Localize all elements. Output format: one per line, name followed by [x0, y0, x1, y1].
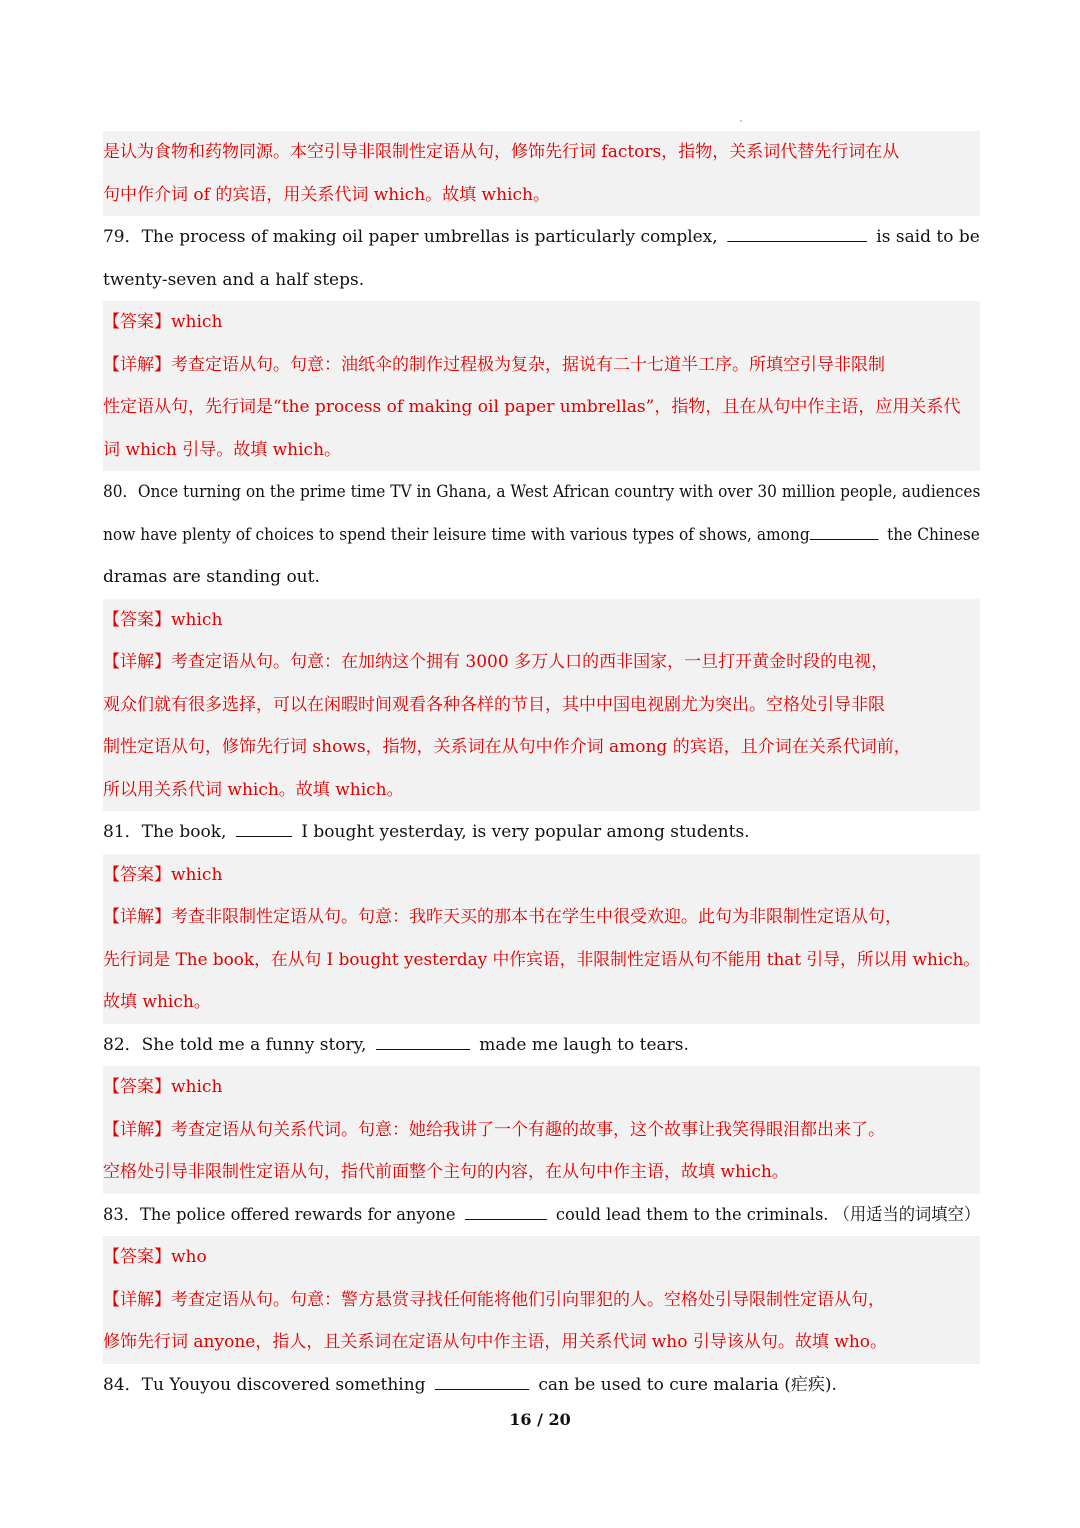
- answer-line: 【答案】who: [103, 1247, 207, 1267]
- answer-block-81: [103, 854, 980, 1024]
- question-text: 83．The police offered rewards for anyone: [103, 1204, 456, 1225]
- answer-block-83: [103, 1236, 980, 1364]
- explanation-line: 【详解】考查定语从句。句意：油纸伞的制作过程极为复杂，据说有二十七道半工序。所填空引导非限制: [103, 354, 885, 375]
- explanation-line: 故填 which。: [103, 992, 211, 1012]
- explanation-line: 【详解】考查定语从句关系代词。句意：她给我讲了一个有趣的故事，这个故事让我笑得眼泪都出来了。: [103, 1119, 885, 1140]
- question-text: now have plenty of choices to spend their leisure time with various types of shows, among: [103, 524, 810, 545]
- question-text: made me laugh to tears.: [479, 1034, 689, 1055]
- scan-speck: [740, 120, 742, 122]
- explanation-line: 修饰先行词 anyone，指人，且关系词在定语从句中作主语，用关系代词 who 引导该从句。故填 who。: [103, 1332, 888, 1352]
- explanation-line: 【详解】考查定语从句。句意：在加纳这个拥有 3000 多万人口的西非国家，一旦打开黄金时段的电视，: [103, 652, 889, 672]
- explanation-block-78: [103, 131, 980, 216]
- question-note: （用适当的词填空）: [833, 1204, 981, 1225]
- question-80-line3: dramas are standing out.: [103, 567, 320, 587]
- answer-block-82: [103, 1066, 980, 1194]
- answer-line: 【答案】which: [103, 1077, 223, 1097]
- explanation-line: 所以用关系代词 which。故填 which。: [103, 779, 404, 800]
- question-81: [103, 811, 980, 854]
- explanation-line: 先行词是 The book，在从句 I bought yesterday 中作宾语，非限制性定语从句不能用 that 引导，所以用 which。: [103, 949, 981, 970]
- question-text: could lead them to the criminals.: [555, 1204, 829, 1225]
- answer-blank[interactable]: [810, 538, 879, 540]
- answer-blank[interactable]: [435, 1388, 529, 1390]
- explanation-line: 词 which 引导。故填 which。: [103, 439, 342, 460]
- question-84: [103, 1364, 980, 1407]
- explanation-line: 【详解】考查非限制性定语从句。句意：我昨天买的那本书在学生中很受欢迎。此句为非限制性定语从句，: [103, 907, 902, 927]
- question-text: the Chinese: [887, 524, 980, 545]
- question-text: 81．The book,: [103, 822, 227, 842]
- question-text: can be used to cure malaria (疟疾).: [538, 1374, 837, 1395]
- question-text: 79．The process of making oil paper umbrellas is particularly complex,: [103, 227, 718, 247]
- answer-block-79: [103, 301, 980, 471]
- question-text: I bought yesterday, is very popular among students.: [301, 822, 750, 842]
- question-80: 80．Once turning on the prime time TV in Ghana, a West African country with over 30 million people, audiences: [103, 482, 981, 502]
- question-79: [103, 216, 979, 259]
- explanation-line: 性定语从句，先行词是“the process of making oil paper umbrellas”，指物，且在从句中作主语，应用关系代: [103, 397, 961, 417]
- answer-blank[interactable]: [727, 240, 867, 242]
- answer-blank[interactable]: [376, 1048, 470, 1050]
- answer-line: 【答案】which: [103, 312, 223, 332]
- answer-blank[interactable]: [465, 1218, 547, 1220]
- explanation-line: 【详解】考查定语从句。句意：警方悬赏寻找任何能将他们引向罪犯的人。空格处引导限制性定语从句，: [103, 1289, 885, 1310]
- explanation-line: 观众们就有很多选择，可以在闲暇时间观看各种各样的节目，其中中国电视剧尤为突出。空格处引导非限: [103, 694, 885, 715]
- question-83: [103, 1194, 981, 1237]
- page-content: [103, 131, 980, 1406]
- page-number: 16 / 20: [509, 1410, 571, 1429]
- answer-blank[interactable]: [236, 835, 292, 837]
- explanation-line: 是认为食物和药物同源。本空引导非限制性定语从句，修饰先行词 factors，指物，关系词代替先行词在从: [103, 142, 900, 162]
- answer-line: 【答案】which: [103, 864, 223, 885]
- answer-line: 【答案】which: [103, 609, 223, 630]
- question-text: is said to be: [876, 227, 980, 247]
- explanation-line: 空格处引导非限制性定语从句，指代前面整个主句的内容，在从句中作主语，故填 which。: [103, 1162, 789, 1182]
- answer-block-80: [103, 599, 980, 812]
- explanation-line: 制性定语从句，修饰先行词 shows，指物，关系词在从句中作介词 among 的宾语，且介词在关系代词前，: [103, 737, 911, 757]
- question-80-line2: [103, 514, 980, 557]
- question-82: [103, 1024, 980, 1067]
- question-79-line2: twenty-seven and a half steps.: [103, 269, 365, 290]
- question-text: 82．She told me a funny story,: [103, 1034, 367, 1055]
- question-text: 84．Tu Youyou discovered something: [103, 1374, 426, 1395]
- explanation-line: 句中作介词 of 的宾语，用关系代词 which。故填 which。: [103, 184, 550, 205]
